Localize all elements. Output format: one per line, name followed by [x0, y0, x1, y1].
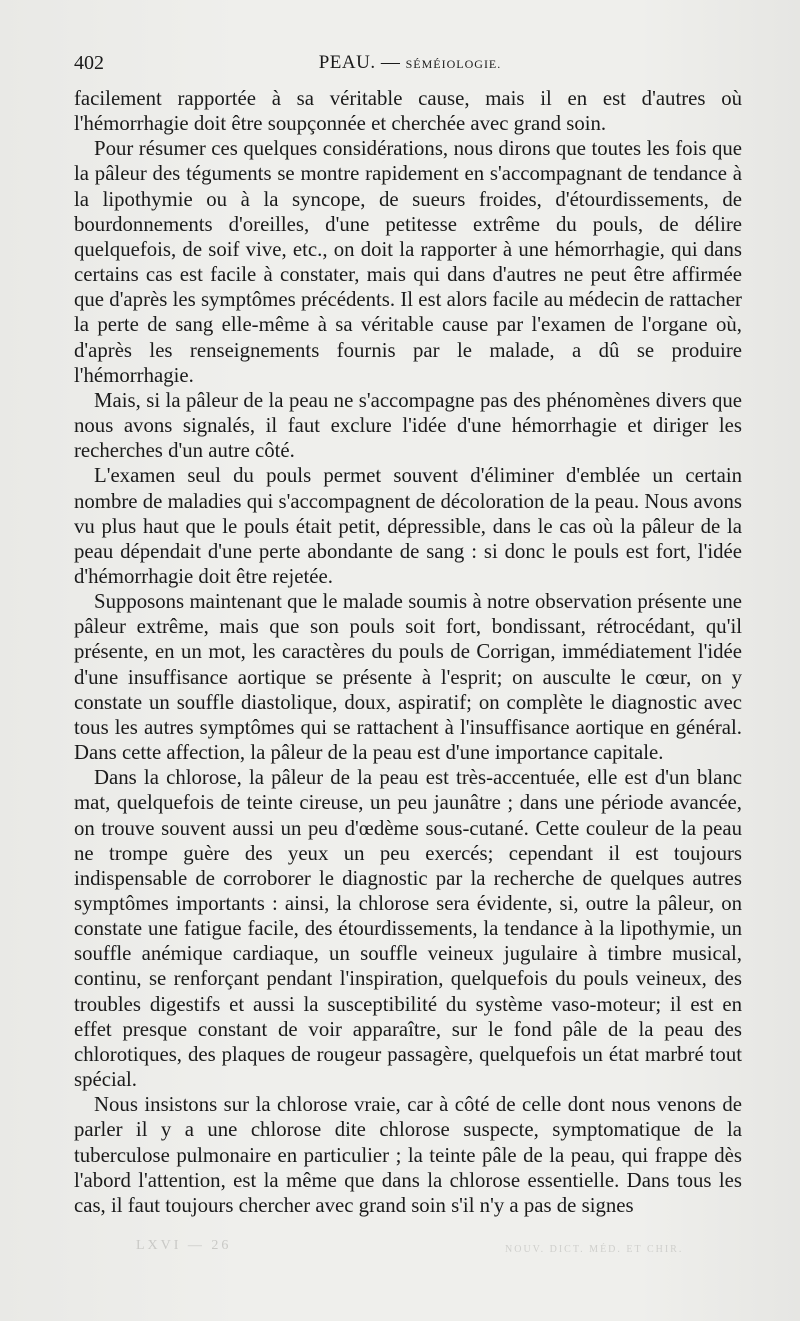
body-text	[74, 86, 742, 1218]
page-number: 402	[74, 52, 104, 74]
page-header	[74, 52, 746, 78]
running-head-title: PEAU. —	[318, 52, 401, 73]
signature-mark: LXVI — 26	[136, 1238, 232, 1253]
running-head	[74, 52, 746, 74]
paragraph: Dans la chlorose, la pâleur de la peau est très-accentuée, elle est d'un blanc mat, quelquefois de teinte cireuse, un peu jaunâtre ; dans une période avancée, on trouve souvent aussi un peu d'œdème sous-cutané. Cette couleur de la peau ne trompe guère des yeux un peu exercés; cependant il est toujours indispensable de corroborer le diagnostic par la recherche de quelques autres symptômes importants : ainsi, la chlorose sera évidente, si, outre la pâleur, on constate une fatigue facile, des étourdissements, la tendance à la lipothymie, un souffle anémique cardiaque, un souffle veineux jugulaire à timbre musical, continu, se renforçant pendant l'inspiration, quelquefois du pouls veineux, des troubles digestifs et aussi la susceptibilité du système vaso-moteur; il est en effet presque constant de voir apparaître, sur le fond pâle de la peau des chlorotiques, des plaques de rougeur passagère, quelquefois un état marbré tout spécial.	[74, 766, 742, 1092]
bleed-through-text: NOUV. DICT. MÉD. ET CHIR.	[505, 1244, 684, 1255]
running-head-subtitle: SÉMÉIOLOGIE.	[405, 57, 502, 71]
paragraph: Supposons maintenant que le malade soumis à notre observation présente une pâleur extrême, mais que son pouls soit fort, bondissant, rétrocédant, qu'il présente, en un mot, les caractères du pouls de Corrigan, immédiatement l'idée d'une insuffisance aortique se présente à l'esprit; on ausculte le cœur, on y constate un souffle diastolique, doux, aspiratif; on complète le diagnostic avec tous les autres symptômes qui se rattachent à l'insuffisance aortique en général. Dans cette affection, la pâleur de la peau est d'une importance capitale.	[74, 590, 742, 765]
paragraph: Nous insistons sur la chlorose vraie, car à côté de celle dont nous venons de parler il y a une chlorose dite chlorose suspecte, symptomatique de la tuberculose pulmonaire en particulier ; la teinte pâle de la peau, qui frappe dès l'abord l'attention, est la même que dans la chlorose essentielle. Dans tous les cas, il faut toujours chercher avec grand soin s'il n'y a pas de signes	[74, 1093, 742, 1217]
page-footer	[0, 1238, 800, 1278]
paragraph: L'examen seul du pouls permet souvent d'éliminer d'emblée un certain nombre de maladies qui s'accompagnent de décoloration de la peau. Nous avons vu plus haut que le pouls était petit, dépressible, dans le cas où la pâleur de la peau dépendait d'une perte abondante de sang : si donc le pouls est fort, l'idée d'hémorrhagie doit être rejetée.	[74, 464, 742, 588]
paragraph: Pour résumer ces quelques considérations, nous dirons que toutes les fois que la pâleur des téguments se montre rapidement en s'accompagnant de tendance à la lipothymie ou à la syncope, de sueurs froides, d'étourdissements, de bourdonnements d'oreilles, d'une petitesse extrême du pouls, de délire quelquefois, de soif vive, etc., on doit la rapporter à une hémorrhagie, qui dans certains cas est facile à constater, mais qui dans d'autres ne peut être affirmée que d'après les symptômes précédents. Il est alors facile au médecin de rattacher la perte de sang elle-même à sa véritable cause par l'examen de l'organe où, d'après les renseignements fournis par le malade, a dû se produire l'hémorrhagie.	[74, 137, 742, 387]
paragraph: Mais, si la pâleur de la peau ne s'accompagne pas des phénomènes divers que nous avons signalés, il faut exclure l'idée d'une hémorrhagie et diriger les recherches d'un autre côté.	[74, 388, 742, 463]
paragraph: facilement rapportée à sa véritable cause, mais il en est d'autres où l'hémorrhagie doit être soupçonnée et cherchée avec grand soin.	[74, 87, 742, 136]
